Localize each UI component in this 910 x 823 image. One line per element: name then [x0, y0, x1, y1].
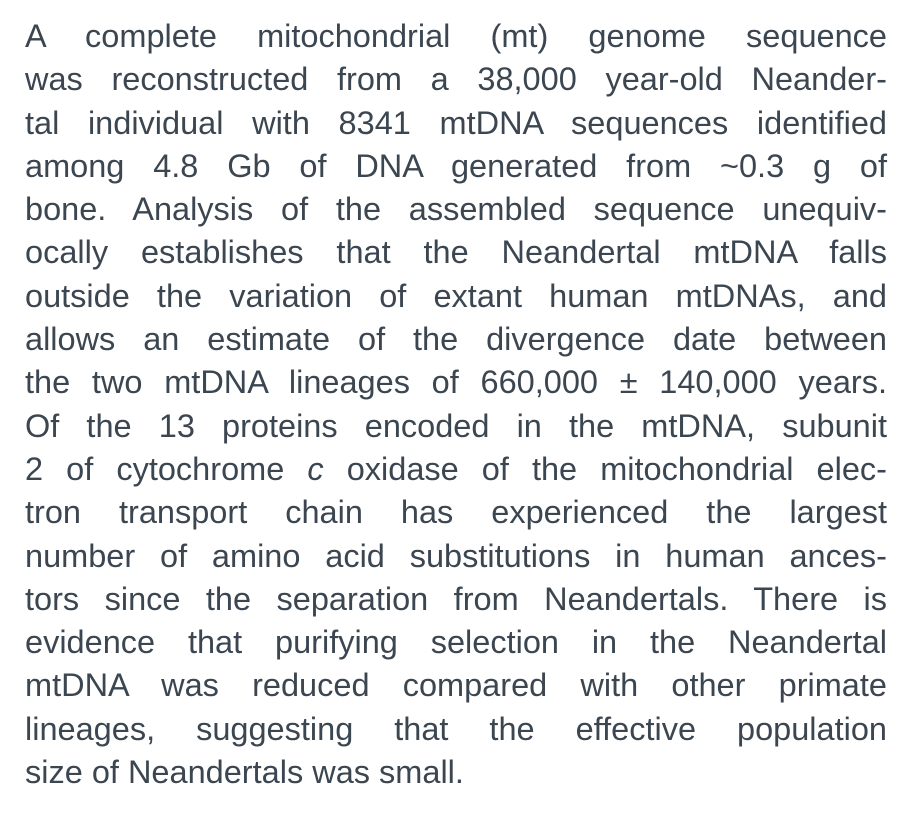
abstract-line-14: tors since the separation from Neandertals. There is	[25, 580, 887, 617]
abstract-line-17: lineages, suggesting that the effective population	[25, 710, 887, 747]
abstract-line-9: the two mtDNA lineages of 660,000 ± 140,000 years.	[25, 364, 887, 401]
abstract-line-4: among 4.8 Gb of DNA generated from ~0.3 g of	[25, 147, 887, 184]
abstract-line-12: tron transport chain has experienced the largest	[25, 494, 887, 531]
abstract-line-18: size of Neandertals was small.	[25, 754, 464, 791]
abstract-line-16: mtDNA was reduced compared with other primate	[25, 667, 887, 704]
abstract-paragraph	[25, 15, 887, 794]
abstract-line-15: evidence that purifying selection in the Neandertal	[25, 624, 887, 661]
abstract-line-13: number of amino acid substitutions in human ances-	[25, 537, 887, 574]
abstract-line-8: allows an estimate of the divergence date between	[25, 321, 887, 358]
abstract-line-2: was reconstructed from a 38,000 year-old Neander-	[25, 61, 887, 98]
abstract-line-5: bone. Analysis of the assembled sequence unequiv-	[25, 191, 887, 228]
abstract-line-10: Of the 13 proteins encoded in the mtDNA, subunit	[25, 407, 887, 444]
abstract-line-1: A complete mitochondrial (mt) genome sequence	[25, 18, 887, 54]
italic-c: c	[307, 450, 324, 487]
abstract-line-7: outside the variation of extant human mtDNAs, and	[25, 277, 887, 314]
abstract-line-11: 2 of cytochrome c oxidase of the mitochondrial elec-	[25, 450, 888, 487]
abstract-line-3: tal individual with 8341 mtDNA sequences identified	[25, 104, 887, 141]
abstract-line-6: ocally establishes that the Neandertal mtDNA falls	[25, 234, 887, 271]
